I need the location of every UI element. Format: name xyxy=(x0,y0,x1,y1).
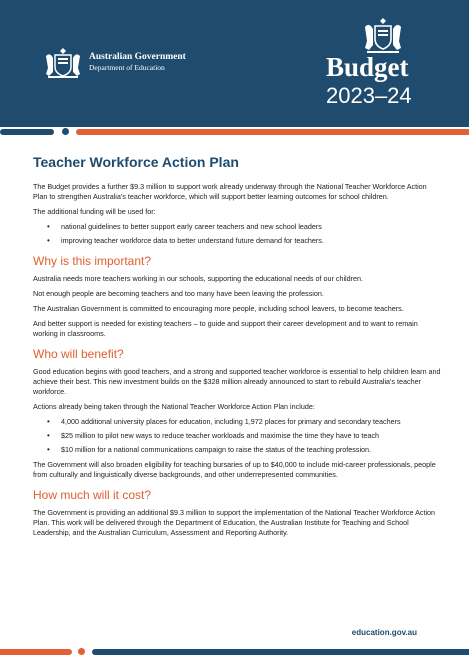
budget-year: 2023–24 xyxy=(326,83,412,108)
header-banner xyxy=(0,0,469,127)
divider-bar-accent xyxy=(76,129,469,135)
paragraph: The Government is providing an additional $9.3 million to support the implementation of the National Teacher Workforce Action Plan. This work will be delivered through the Department of Education, the Australian Institute for Teaching and School Leadership, and the Australian Curriculum, Assessment and Reporting Authority. xyxy=(33,508,436,537)
section-heading-cost: How much will it cost? xyxy=(33,488,152,502)
paragraph: And better support is needed for existing teachers – to guide and support their career development and to want to remain working in classrooms. xyxy=(33,319,418,338)
actions-list xyxy=(33,417,443,455)
divider-bar xyxy=(0,129,54,135)
intro-paragraph: The Budget provides a further $9.3 million to support work already underway through the National Teacher Workforce Action Plan to strengthen Australia's teacher workforce, which will support better learning outcomes for school children. xyxy=(33,182,427,201)
list-item: • $10 million for a national communications campaign to raise the status of the teaching profession. xyxy=(33,445,443,455)
main-content xyxy=(33,154,443,543)
paragraph: Actions already being taken through the National Teacher Workforce Action Plan include: xyxy=(33,402,315,411)
list-item: • improving teacher workforce data to better understand future demand for teachers. xyxy=(33,236,443,246)
government-title: Australian Government xyxy=(89,52,186,62)
footer-bar xyxy=(92,649,469,655)
coat-of-arms-icon xyxy=(42,46,84,80)
website-link[interactable]: education.gov.au xyxy=(351,628,417,637)
department-name: Department of Education xyxy=(89,63,165,72)
footer-dot xyxy=(78,648,85,655)
funding-list xyxy=(33,222,443,246)
paragraph: Good education begins with good teachers, and a strong and supported teacher workforce is essential to help children learn and achieve their best. This new investment builds on the $328 million already announced to start to rebuild Australia's teacher workforce. xyxy=(33,367,441,396)
section-heading-why: Why is this important? xyxy=(33,254,152,268)
budget-wordmark: Budget xyxy=(326,52,409,82)
paragraph: Australia needs more teachers working in our schools, supporting the educational needs of our children. xyxy=(33,274,364,283)
list-item: • national guidelines to better support early career teachers and new school leaders xyxy=(33,222,443,232)
footer-bar-accent xyxy=(0,649,72,655)
list-item: • $25 million to pilot new ways to reduce teacher workloads and maximise the time they have to teach xyxy=(33,431,443,441)
paragraph: Not enough people are becoming teachers and too many have been leaving the profession. xyxy=(33,289,324,298)
paragraph: The Government will also broaden eligibility for teaching bursaries of up to $40,000 to include mid-career professionals, people from culturally and linguistically diverse backgrounds, and other underrepresented communities. xyxy=(33,460,436,479)
page-title: Teacher Workforce Action Plan xyxy=(33,154,239,170)
section-heading-who: Who will benefit? xyxy=(33,347,124,361)
coat-of-arms-icon xyxy=(360,16,406,56)
government-text xyxy=(89,52,209,73)
divider-dot xyxy=(62,128,69,135)
list-item: • 4,000 additional university places for education, including 1,972 places for primary and secondary teachers xyxy=(33,417,443,427)
paragraph: The Australian Government is committed to encouraging more people, including school leavers, to become teachers. xyxy=(33,304,404,313)
intro-paragraph: The additional funding will be used for: xyxy=(33,207,156,216)
